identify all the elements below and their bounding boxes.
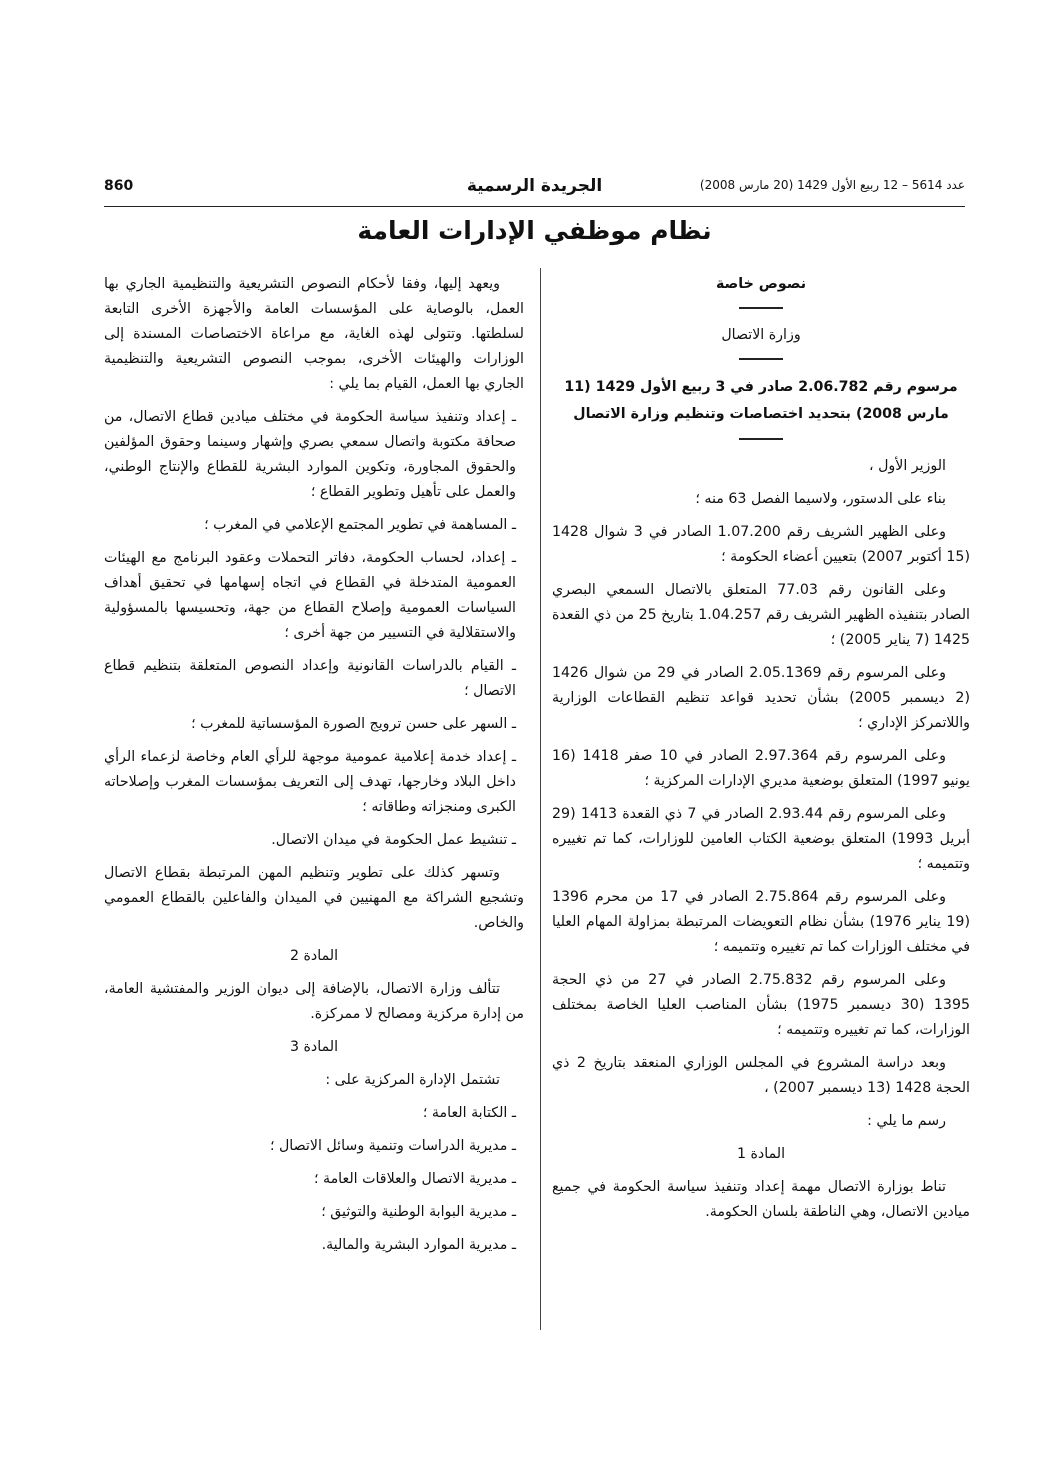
separator <box>739 358 783 360</box>
intro-paragraph: ويعهد إليها، وفقا لأحكام النصوص التشريعية والتنظيمية الجاري بها العمل، بالوصاية على المؤسسات العامة والأجهزة الأخرى التابعة لسلطتها. وتتولى لهذه الغاية، مع مراعاة الاختصاصات المسندة إلى الوزارات والهيئات الأخرى، بموجب النصوص التشريعية والتنظيمية الجاري بها العمل، القيام بما يلي : <box>104 276 524 392</box>
preamble-paragraph: وعلى المرسوم رقم 2.75.864 الصادر في 17 من محرم 1396 (19 يناير 1976) بشأن نظام التعويضات المرتبطة بمزاولة المهام العليا في مختلف الوزارات كما تم تغييره وتتميمه ؛ <box>552 889 970 955</box>
left-column <box>104 272 524 1266</box>
preamble-paragraph: وعلى المرسوم رقم 2.05.1369 الصادر في 29 من شوال 1426 (2 ديسمبر 2005) بشأن تحديد قواعد تنظيم القطاعات الوزارية واللاتمركز الإداري ؛ <box>552 665 970 731</box>
separator <box>739 307 783 309</box>
bullet-item: ـ إعداد، لحساب الحكومة، دفاتر التحملات وعقود البرنامج مع الهيئات العمومية المتدخلة في القطاع في اتجاه إسهامها في تحقيق أهداف السياسات العمومية وإصلاح القطاع من جهة، وتحسيسها بالمسؤولية والاستقلالية في التسيير من جهة أخرى ؛ <box>104 550 516 641</box>
article-1-heading: المادة 1 <box>736 1146 786 1162</box>
closing-paragraph: وتسهر كذلك على تطوير وتنظيم المهن المرتبطة بقطاع الاتصال وتشجيع الشراكة مع المهنيين في الميدان والفاعلين بالقطاع العمومي والخاص. <box>104 865 524 931</box>
separator <box>739 438 783 440</box>
preamble-paragraph: وعلى المرسوم رقم 2.93.44 الصادر في 7 ذي القعدة 1413 (29 أبريل 1993) المتعلق بوضعية الكتاب العامين للوزارات، كما تم تغييره وتتميمه ؛ <box>552 806 971 872</box>
minister-line: الوزير الأول ، <box>868 458 946 474</box>
preamble-paragraph: وعلى القانون رقم 77.03 المتعلق بالاتصال السمعي البصري الصادر بتنفيذه الظهير الشريف رقم 1.04.257 بتاريخ 25 من ذي القعدة 1425 (7 يناير 2005) ؛ <box>552 582 970 648</box>
list-item: ـ مديرية الاتصال والعلاقات العامة ؛ <box>313 1171 516 1187</box>
article-2-text: تتألف وزارة الاتصال، بالإضافة إلى ديوان الوزير والمفتشية العامة، من إدارة مركزية ومصالح لا ممركزة. <box>104 981 524 1022</box>
page-number: 860 <box>104 178 134 194</box>
article-1-text: تناط بوزارة الاتصال مهمة إعداد وتنفيذ سياسة الحكومة في جميع ميادين الاتصال، وهي الناطقة بلسان الحكومة. <box>552 1179 970 1220</box>
article-3-intro: تشتمل الإدارة المركزية على : <box>325 1072 500 1088</box>
journal-name: الجريدة الرسمية <box>466 176 603 196</box>
list-item: ـ مديرية الموارد البشرية والمالية. <box>321 1237 516 1253</box>
section-label: نصوص خاصة <box>715 276 807 292</box>
preamble-paragraph: وعلى المرسوم رقم 2.75.832 الصادر في 27 من ذي الحجة 1395 (30 ديسمبر 1975) بشأن المناصب العليا الخاصة بمختلف الوزارات، كما تم تغييره وتتميمه ؛ <box>552 972 970 1038</box>
bullet-item: ـ السهر على حسن ترويج الصورة المؤسساتية للمغرب ؛ <box>191 716 516 732</box>
bullet-item: ـ القيام بالدراسات القانونية وإعداد النصوص المتعلقة بتنظيم قطاع الاتصال ؛ <box>104 658 516 699</box>
list-item: ـ مديرية الدراسات وتنمية وسائل الاتصال ؛ <box>269 1138 516 1154</box>
preamble-paragraph: وعلى الظهير الشريف رقم 1.07.200 الصادر في 3 شوال 1428 (15 أكتوبر 2007) بتعيين أعضاء الحكومة ؛ <box>552 524 970 565</box>
decree-title: مرسوم رقم 2.06.782 صادر في 3 ربيع الأول 1429 (11 مارس 2008) بتحديد اختصاصات وتنظيم وزارة الاتصال <box>564 379 958 422</box>
issue-info: عدد 5614 – 12 ربيع الأول 1429 (20 مارس 2008) <box>699 178 965 192</box>
column-divider <box>540 268 541 1330</box>
right-column <box>552 272 970 1233</box>
ministry-name: وزارة الاتصال <box>721 327 801 343</box>
bullet-item: ـ تنشيط عمل الحكومة في ميدان الاتصال. <box>271 832 516 848</box>
preamble-paragraph: وبعد دراسة المشروع في المجلس الوزاري المنعقد بتاريخ 2 ذي الحجة 1428 (13 ديسمبر 2007) ، <box>552 1055 970 1096</box>
preamble-paragraph: بناء على الدستور، ولاسيما الفصل 63 منه ؛ <box>695 491 946 507</box>
decrees-line: رسم ما يلي : <box>867 1113 946 1129</box>
section-banner-title: نظام موظفي الإدارات العامة <box>357 216 712 245</box>
preamble-paragraph: وعلى المرسوم رقم 2.97.364 الصادر في 10 صفر 1418 (16 يونيو 1997) المتعلق بوضعية مديري الإدارات المركزية ؛ <box>552 748 970 789</box>
bullet-item: ـ إعداد وتنفيذ سياسة الحكومة في مختلف ميادين قطاع الاتصال، من صحافة مكتوبة واتصال سمعي بصري وإشهار وسينما وحقوق المؤلفين والحقوق المجاورة، وتكوين الموارد البشرية للقطاع والإنتاج الوطني، والعمل على تأهيل وتطوير القطاع ؛ <box>104 409 516 500</box>
list-item: ـ مديرية البوابة الوطنية والتوثيق ؛ <box>321 1204 516 1220</box>
article-2-heading: المادة 2 <box>289 948 339 964</box>
bullet-item: ـ إعداد خدمة إعلامية عمومية موجهة للرأي العام وخاصة لزعماء الرأي داخل البلاد وخارجها، تهدف إلى التعريف بمؤسسات المغرب وإصلاحاته الكبرى ومنجزاته وطاقاته ؛ <box>104 749 516 815</box>
page-header <box>104 176 965 207</box>
bullet-item: ـ المساهمة في تطوير المجتمع الإعلامي في المغرب ؛ <box>204 517 516 533</box>
list-item: ـ الكتابة العامة ؛ <box>422 1105 516 1121</box>
article-3-heading: المادة 3 <box>289 1039 339 1055</box>
